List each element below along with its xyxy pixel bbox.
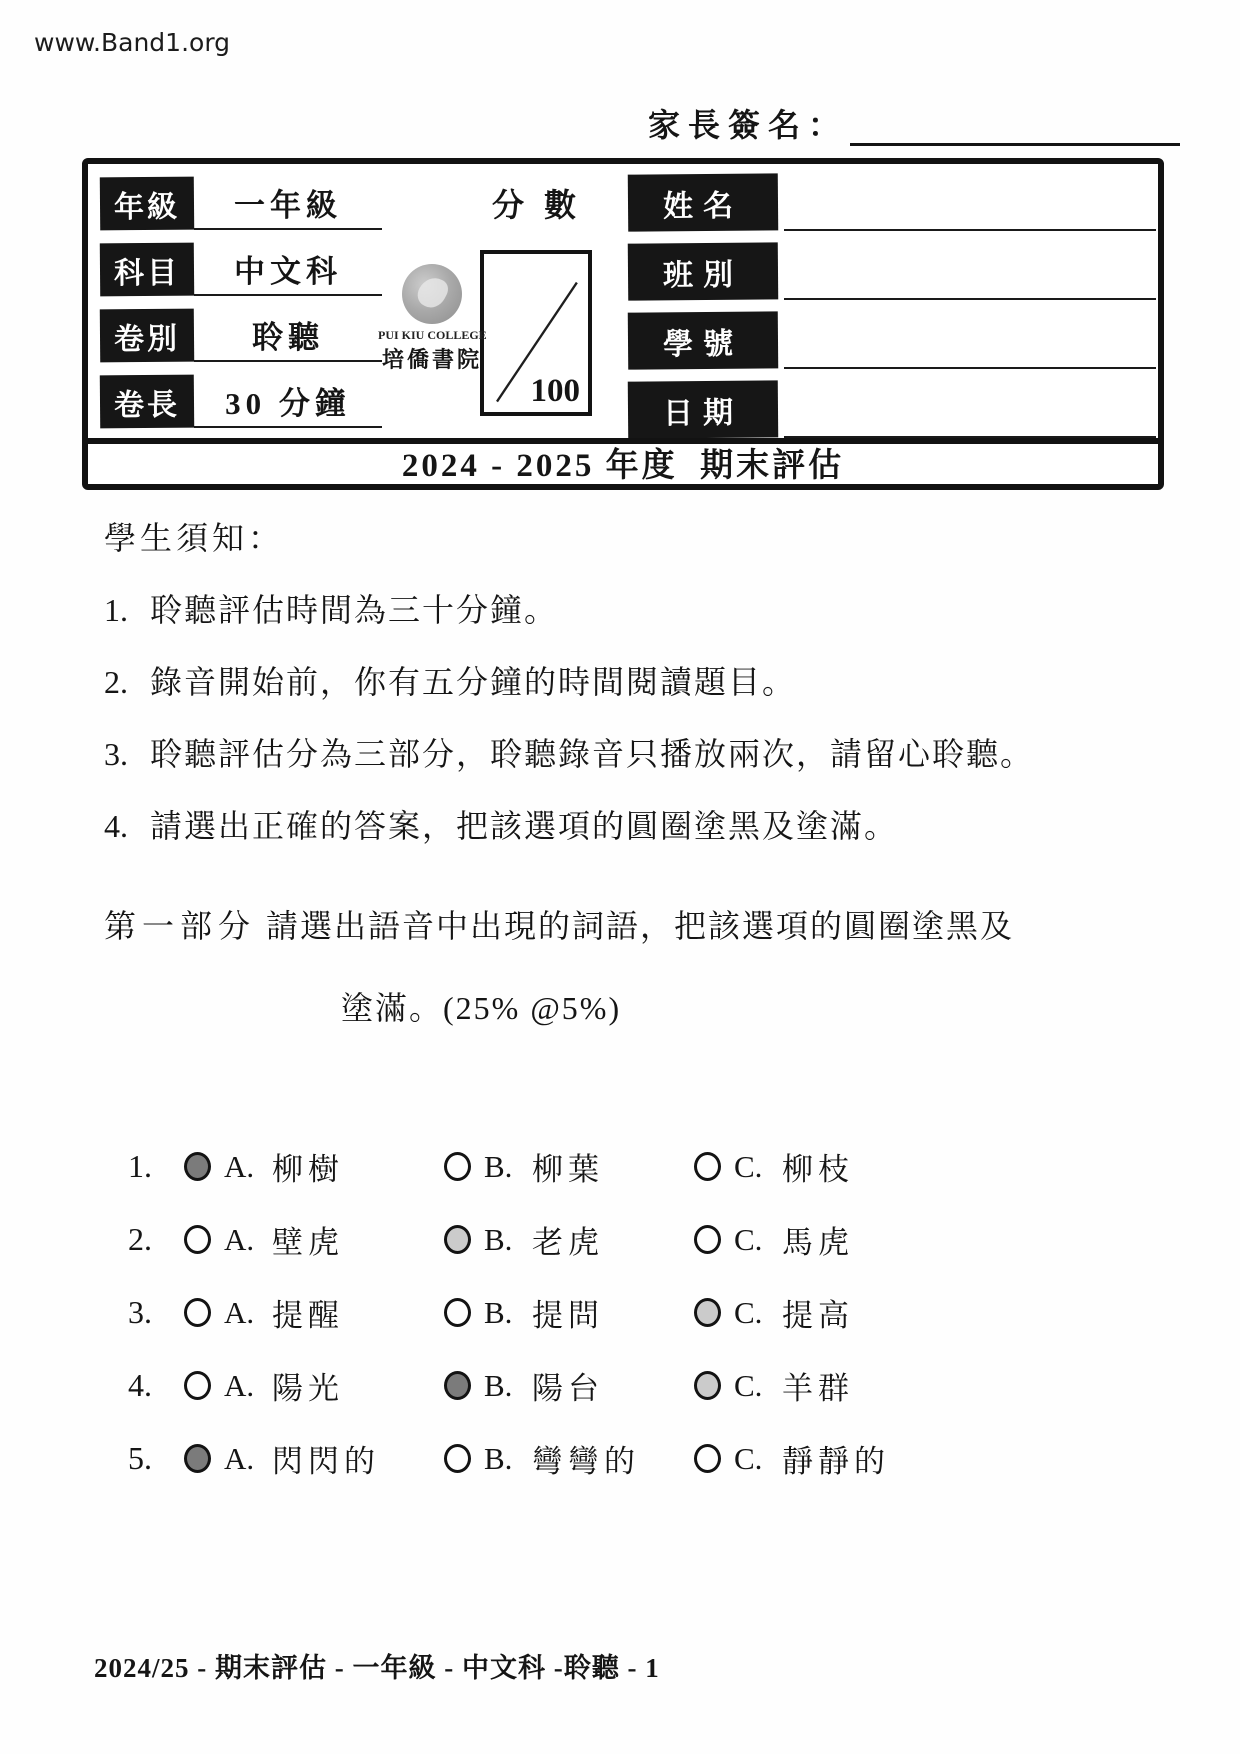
score-label: 分數 (492, 187, 597, 223)
field-value: 聆聽 (194, 309, 382, 362)
answer-option (694, 1217, 854, 1262)
question-list (128, 1130, 1188, 1495)
answer-bubble-filled-light[interactable] (694, 1371, 721, 1400)
question-row (128, 1130, 1188, 1203)
field-label: 姓名 (628, 173, 778, 231)
option-text: 老虎 (532, 1225, 604, 1260)
option-letter: B. (484, 1367, 513, 1403)
exam-info-row (100, 243, 382, 296)
answer-bubble[interactable] (694, 1444, 721, 1473)
answer-option (444, 1436, 694, 1481)
field-blank-line[interactable] (784, 243, 1156, 300)
option-text: 陽光 (272, 1371, 344, 1406)
site-watermark: www.Band1.org (34, 28, 231, 57)
exam-info-fields (100, 177, 382, 428)
field-label: 科目 (100, 243, 194, 297)
option-letter: A. (224, 1440, 255, 1476)
option-letter: C. (734, 1440, 763, 1476)
score-total: 100 (530, 373, 580, 409)
part1-instruction-cont: 塗滿。(25% @5%) (341, 990, 622, 1026)
notice-text: 錄音開始前，你有五分鐘的時間閱讀題目。 (150, 664, 797, 700)
notices-list (104, 590, 1174, 846)
answer-option (444, 1144, 694, 1189)
answer-bubble[interactable] (444, 1444, 471, 1473)
notice-number: 4. (104, 808, 128, 844)
answer-bubble[interactable] (184, 1371, 211, 1400)
answer-bubble-filled-dark[interactable] (184, 1444, 211, 1473)
question-row (128, 1422, 1188, 1495)
field-label: 卷別 (100, 309, 194, 363)
option-letter: B. (484, 1294, 513, 1330)
notice-number: 2. (104, 664, 128, 700)
student-info-fields (628, 174, 1156, 438)
answer-bubble-filled-light[interactable] (694, 1298, 721, 1327)
option-text: 靜靜的 (782, 1444, 890, 1479)
student-info-row (628, 312, 1156, 369)
part1-instruction: 請選出語音中出現的詞語，把該選項的圓圈塗黑及 (266, 908, 1015, 944)
notice-text: 聆聽評估時間為三十分鐘。 (150, 592, 559, 628)
exam-info-row (100, 309, 382, 362)
answer-option (444, 1290, 694, 1335)
option-text: 閃閃的 (272, 1444, 380, 1479)
field-blank-line[interactable] (784, 381, 1156, 438)
answer-bubble[interactable] (444, 1298, 471, 1327)
answer-bubble[interactable] (694, 1225, 721, 1254)
page-footer: 2024/25 - 期末評估 - 一年級 - 中文科 -聆聽 - 1 (94, 1653, 660, 1683)
question-number: 3. (128, 1294, 152, 1330)
option-letter: A. (224, 1367, 255, 1403)
option-letter: C. (734, 1148, 763, 1184)
exam-info-row (100, 375, 382, 428)
field-label: 日期 (628, 380, 778, 438)
question-options (184, 1290, 1188, 1335)
notice-item (104, 806, 1174, 846)
school-name-en: PUI KIU COLLEGE (378, 328, 487, 342)
part1-instruction-line1 (104, 905, 1184, 947)
option-letter: C. (734, 1221, 763, 1257)
question-number: 1. (128, 1148, 152, 1184)
option-letter: B. (484, 1148, 513, 1184)
answer-option (694, 1290, 854, 1335)
answer-bubble-filled-dark[interactable] (184, 1152, 211, 1181)
answer-option (184, 1144, 444, 1189)
answer-bubble[interactable] (694, 1152, 721, 1181)
option-text: 壁虎 (272, 1225, 344, 1260)
notice-item (104, 662, 1174, 702)
option-text: 陽台 (532, 1371, 604, 1406)
field-value: 30 分鐘 (194, 375, 382, 428)
answer-option (694, 1436, 890, 1481)
answer-option (184, 1436, 444, 1481)
notice-item (104, 590, 1174, 630)
answer-option (184, 1290, 444, 1335)
school-logo (378, 264, 486, 374)
parent-signature-label: 家長簽名： (648, 107, 849, 143)
answer-option (184, 1217, 444, 1262)
notice-text: 請選出正確的答案，把該選項的圓圈塗黑及塗滿。 (150, 808, 899, 844)
question-row (128, 1349, 1188, 1422)
answer-bubble[interactable] (444, 1152, 471, 1181)
answer-option (444, 1363, 694, 1408)
exam-title: 2024 - 2025 年度 期末評估 (88, 438, 1158, 484)
parent-signature (648, 100, 1180, 146)
question-options (184, 1436, 1188, 1481)
question-options (184, 1144, 1188, 1189)
question-number: 4. (128, 1367, 152, 1403)
notices-heading: 學生須知： (104, 520, 285, 556)
option-text: 提醒 (272, 1298, 344, 1333)
student-info-row (628, 174, 1156, 231)
header-box (82, 158, 1164, 490)
field-label: 年級 (100, 177, 194, 231)
score-box (480, 250, 592, 416)
option-letter: B. (484, 1440, 513, 1476)
question-number: 2. (128, 1221, 152, 1257)
answer-option (184, 1363, 444, 1408)
option-letter: B. (484, 1221, 513, 1257)
question-row (128, 1203, 1188, 1276)
option-text: 柳枝 (782, 1152, 854, 1187)
option-text: 提高 (782, 1298, 854, 1333)
option-letter: C. (734, 1294, 763, 1330)
part1-heading: 第一部分 (104, 908, 257, 944)
parent-signature-line[interactable] (850, 104, 1180, 146)
option-text: 羊群 (782, 1371, 854, 1406)
option-letter: A. (224, 1148, 255, 1184)
student-info-row (628, 381, 1156, 438)
option-text: 彎彎的 (532, 1444, 640, 1479)
option-letter: A. (224, 1294, 255, 1330)
answer-bubble-filled-dark[interactable] (444, 1371, 471, 1400)
option-text: 柳葉 (532, 1152, 604, 1187)
notice-number: 3. (104, 736, 128, 772)
field-label: 學號 (628, 311, 778, 369)
question-number: 5. (128, 1440, 152, 1476)
option-text: 柳樹 (272, 1152, 344, 1187)
option-text: 馬虎 (782, 1225, 854, 1260)
option-letter: A. (224, 1221, 255, 1257)
answer-bubble[interactable] (184, 1225, 211, 1254)
exam-info-row (100, 177, 382, 230)
option-text: 提問 (532, 1298, 604, 1333)
field-value: 中文科 (194, 243, 382, 296)
answer-bubble-filled-light[interactable] (444, 1225, 471, 1254)
notice-number: 1. (104, 592, 128, 628)
question-row (128, 1276, 1188, 1349)
notice-item (104, 734, 1174, 774)
answer-option (694, 1144, 854, 1189)
answer-option (694, 1363, 854, 1408)
student-notices (104, 518, 1174, 878)
field-blank-line[interactable] (784, 174, 1156, 231)
notice-text: 聆聽評估分為三部分，聆聽錄音只播放兩次，請留心聆聽。 (150, 736, 1035, 772)
answer-option (444, 1217, 694, 1262)
field-value: 一年級 (194, 177, 382, 230)
question-options (184, 1217, 1188, 1262)
option-letter: C. (734, 1367, 763, 1403)
part1-section (104, 905, 1184, 1029)
school-logo-icon (402, 264, 462, 324)
field-blank-line[interactable] (784, 312, 1156, 369)
student-info-row (628, 243, 1156, 300)
school-name-zh: 培僑書院 (381, 347, 482, 372)
field-label: 卷長 (100, 375, 194, 429)
question-options (184, 1363, 1188, 1408)
answer-bubble[interactable] (184, 1298, 211, 1327)
field-label: 班別 (628, 242, 778, 300)
